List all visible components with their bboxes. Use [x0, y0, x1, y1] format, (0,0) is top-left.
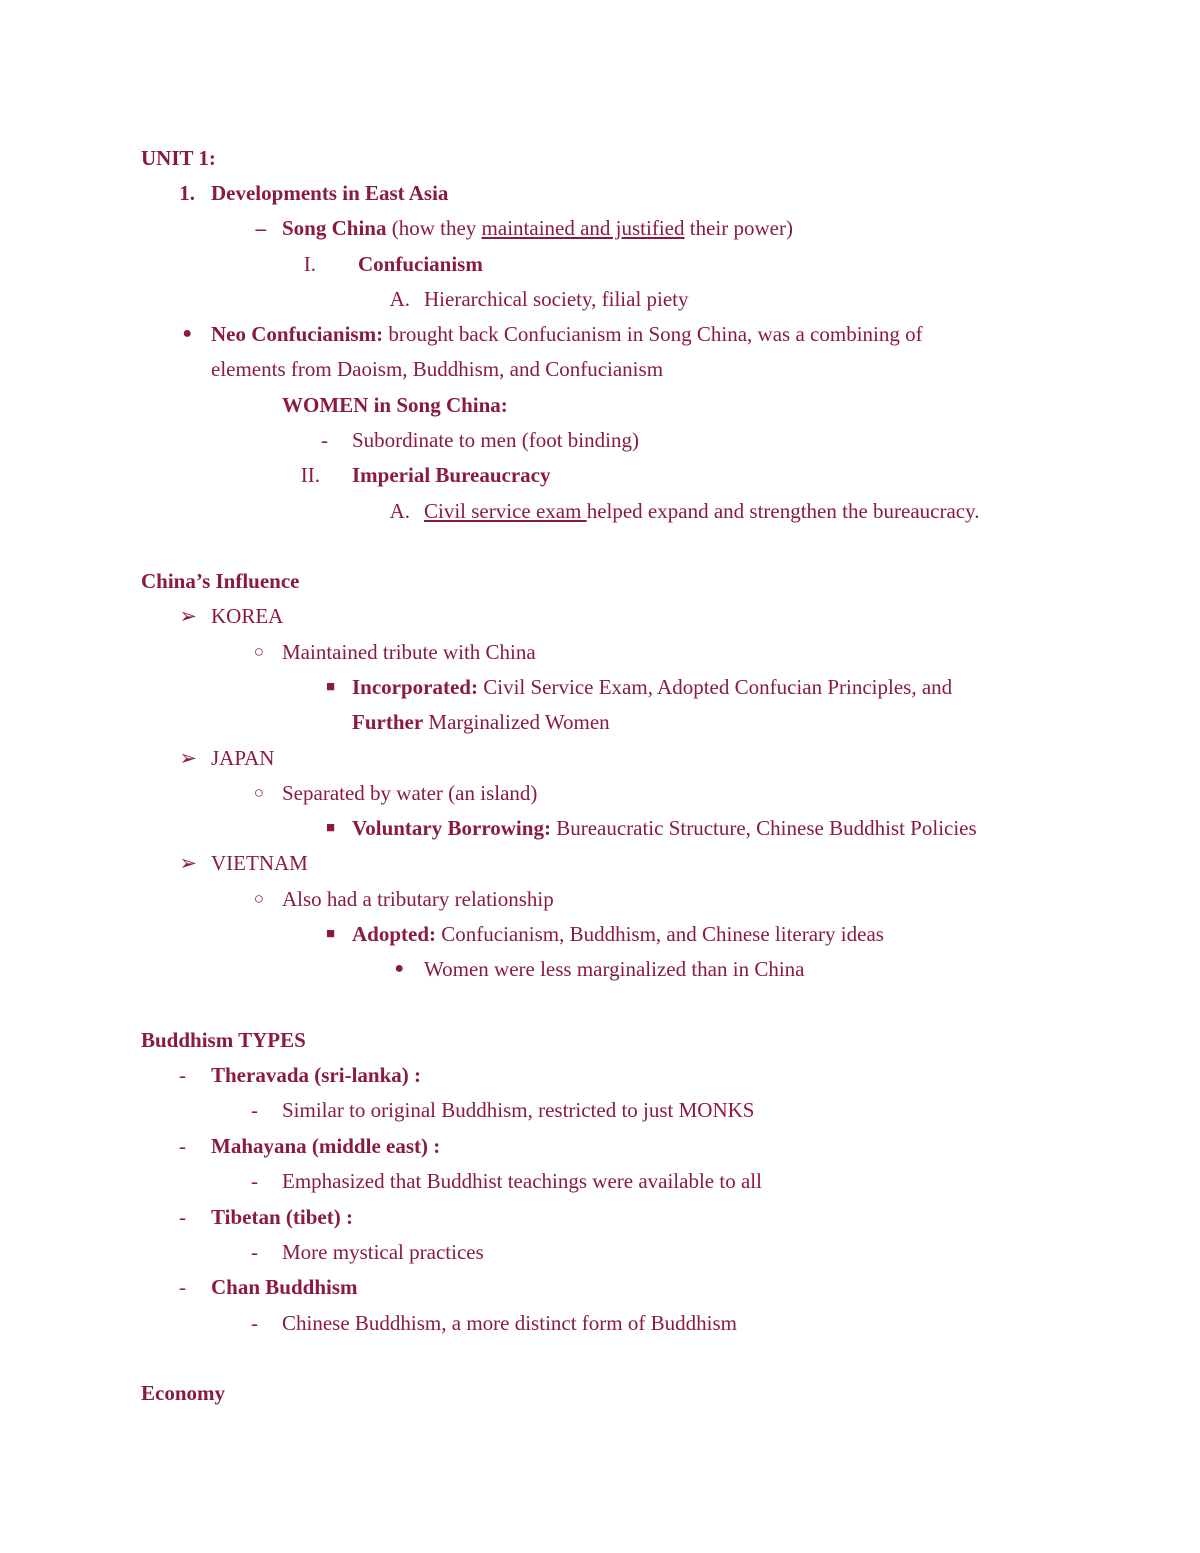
unit-title: UNIT 1: — [141, 146, 216, 170]
women-heading: WOMEN in Song China: — [282, 393, 508, 417]
circle-bullet: ○ — [253, 783, 264, 802]
hyphen-marker: - — [179, 1134, 186, 1158]
buddhism-type-detail: Chinese Buddhism, a more distinct form of Buddhism — [282, 1311, 737, 1335]
japan-borrowing: Voluntary Borrowing: Bureaucratic Structure, Chinese Buddhist Policies — [352, 816, 977, 840]
buddhism-heading: Buddhism TYPES — [141, 1028, 306, 1052]
buddhism-type-name: Tibetan (tibet) : — [211, 1205, 353, 1229]
buddhism-type-detail: Similar to original Buddhism, restricted to just MONKS — [282, 1098, 755, 1122]
hyphen-marker: - — [251, 1098, 258, 1122]
hyphen-marker: - — [179, 1275, 186, 1299]
korea-heading: KOREA — [211, 604, 284, 628]
buddhism-type-name: Chan Buddhism — [211, 1275, 358, 1299]
square-bullet: ■ — [325, 679, 335, 695]
hyphen-marker: - — [251, 1240, 258, 1264]
neo-confucianism-line: Neo Confucianism: brought back Confucianism in Song China, was a combining of — [211, 322, 923, 346]
korea-tribute: Maintained tribute with China — [282, 640, 536, 664]
korea-incorporated-2: Further Marginalized Women — [352, 710, 610, 734]
developments-heading: Developments in East Asia — [211, 181, 449, 205]
list-number-1: 1. — [179, 181, 195, 205]
imperial-heading: Imperial Bureaucracy — [352, 463, 551, 487]
roman-numeral-2: II. — [300, 463, 320, 487]
hyphen-marker: - — [179, 1063, 186, 1087]
square-bullet: ■ — [325, 820, 335, 836]
square-bullet: ■ — [325, 926, 335, 942]
hierarchical-item: Hierarchical society, filial piety — [424, 287, 689, 311]
korea-incorporated: Incorporated: Civil Service Exam, Adopted Confucian Principles, and — [352, 675, 953, 699]
vietnam-women: Women were less marginalized than in China — [424, 957, 805, 981]
dash-marker: – — [255, 216, 266, 240]
neo-confucianism-line-2: elements from Daoism, Buddhism, and Confucianism — [211, 357, 664, 381]
roman-numeral-1: I. — [303, 252, 316, 276]
buddhism-type-name: Mahayana (middle east) : — [211, 1134, 441, 1158]
buddhism-type-name: Theravada (sri-lanka) : — [211, 1063, 421, 1087]
circle-bullet: ○ — [253, 889, 264, 908]
buddhism-type-detail: Emphasized that Buddhist teachings were available to all — [282, 1169, 762, 1193]
arrow-bullet: ➢ — [179, 851, 197, 875]
letter-a-marker: A. — [389, 287, 410, 311]
subordinate-item: Subordinate to men (foot binding) — [352, 428, 639, 452]
bullet-marker: ● — [182, 325, 192, 342]
economy-heading: Economy — [141, 1381, 225, 1405]
vietnam-heading: VIETNAM — [211, 851, 308, 875]
buddhism-type-detail: More mystical practices — [282, 1240, 484, 1264]
hyphen-marker: - — [321, 428, 328, 452]
circle-bullet: ○ — [253, 642, 264, 661]
civil-service-item: Civil service exam helped expand and strengthen the bureaucracy. — [424, 499, 980, 523]
song-china-line: Song China (how they maintained and justified their power) — [282, 216, 793, 240]
influence-heading: China’s Influence — [141, 569, 300, 593]
vietnam-tributary: Also had a tributary relationship — [282, 887, 554, 911]
bullet-marker: ● — [394, 960, 404, 977]
hyphen-marker: - — [251, 1311, 258, 1335]
japan-heading: JAPAN — [211, 746, 275, 770]
arrow-bullet: ➢ — [179, 746, 197, 770]
confucianism-heading: Confucianism — [358, 252, 483, 276]
hyphen-marker: - — [179, 1205, 186, 1229]
arrow-bullet: ➢ — [179, 604, 197, 628]
letter-a-marker-2: A. — [389, 499, 410, 523]
hyphen-marker: - — [251, 1169, 258, 1193]
japan-water: Separated by water (an island) — [282, 781, 538, 805]
vietnam-adopted: Adopted: Confucianism, Buddhism, and Chinese literary ideas — [352, 922, 884, 946]
